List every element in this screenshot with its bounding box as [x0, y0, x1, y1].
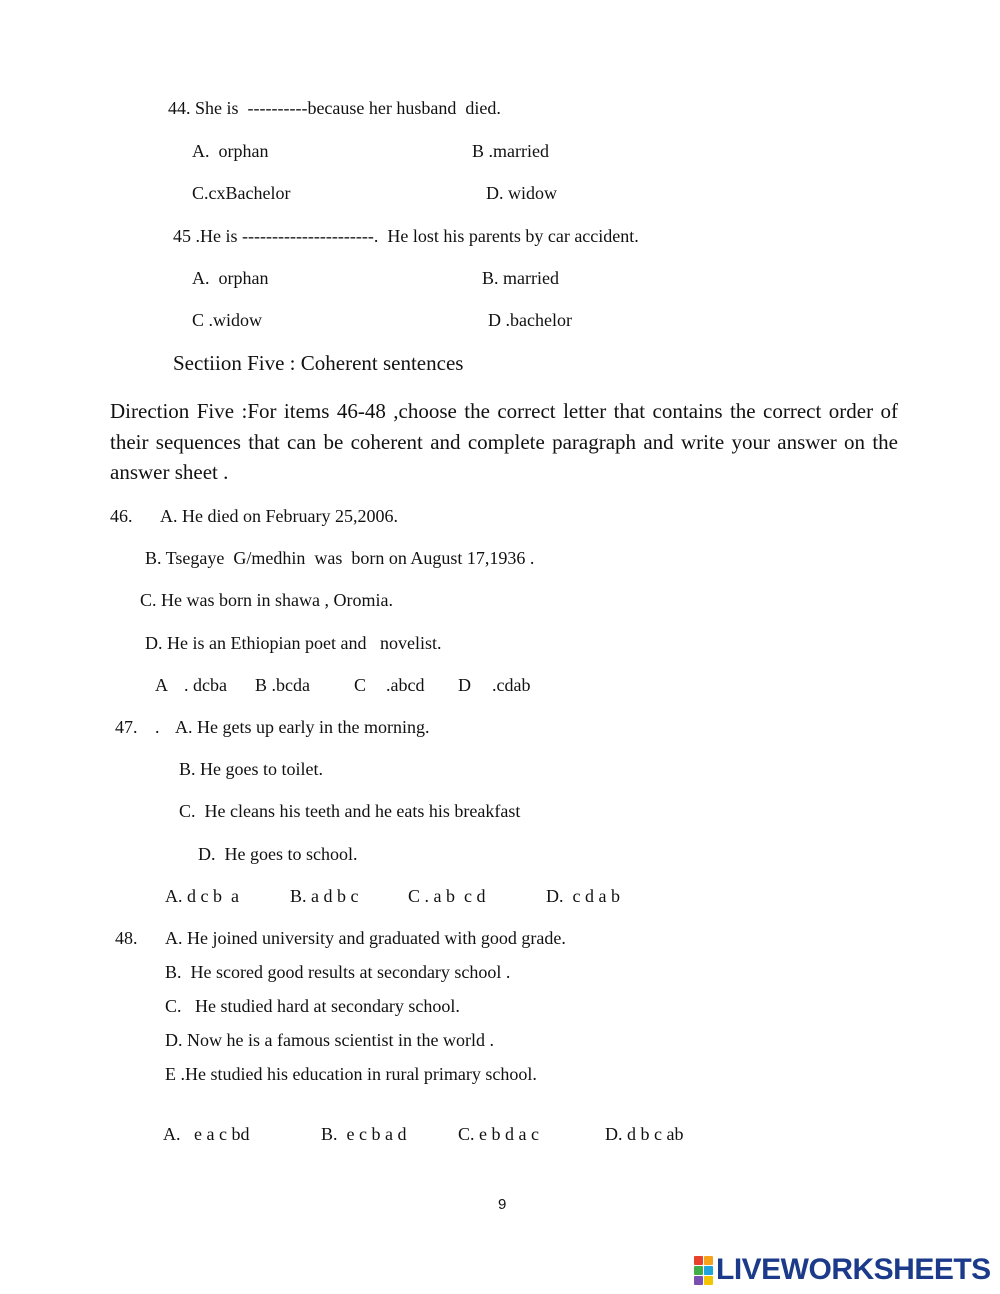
question-46-item-b: B. Tsegaye G/medhin was born on August 17,1936 . [145, 548, 535, 568]
question-48-item-c: C. He studied hard at secondary school. [165, 996, 460, 1016]
question-46-answer-d-value: .cdab [492, 675, 531, 695]
question-46-answer-a-letter: A [155, 675, 168, 695]
question-47-answer-c: C . a b c d [408, 886, 486, 906]
question-47-answer-b: B. a d b c [290, 886, 359, 906]
logo-square [694, 1256, 703, 1265]
question-46-item-c: C. He was born in shawa , Oromia. [140, 590, 393, 610]
question-47-answer-a: A. d c b a [165, 886, 239, 906]
logo-mark-icon [694, 1256, 713, 1285]
question-47-item-d: D. He goes to school. [198, 844, 358, 864]
question-47-number: 47. [115, 717, 138, 737]
question-48-answer-b: B. e c b a d [321, 1124, 407, 1144]
question-45-option-c: C .widow [192, 310, 263, 330]
question-48-answer-a: A. e a c bd [163, 1124, 250, 1144]
question-48-item-d: D. Now he is a famous scientist in the world . [165, 1030, 494, 1050]
question-48-number: 48. [115, 928, 138, 948]
question-46-answer-c-letter: C [354, 675, 367, 695]
question-45-option-b: B. married [482, 268, 559, 288]
question-44-option-c: C.cxBachelor [192, 183, 291, 203]
page-number: 9 [498, 1196, 507, 1213]
question-48-item-e: E .He studied his education in rural primary school. [165, 1064, 537, 1084]
logo-square [704, 1266, 713, 1275]
question-44-option-d: D. widow [486, 183, 557, 203]
question-47-item-c: C. He cleans his teeth and he eats his breakfast [179, 801, 521, 821]
logo-square [694, 1276, 703, 1285]
question-48-item-b: B. He scored good results at secondary school . [165, 962, 511, 982]
question-46-number: 46. [110, 506, 133, 526]
question-47-answer-d: D. c d a b [546, 886, 620, 906]
logo-square [694, 1266, 703, 1275]
question-48-answer-d: D. d b c ab [605, 1124, 684, 1144]
question-46-answer-d-letter: D [458, 675, 471, 695]
section-heading: Sectiion Five : Coherent sentences [173, 351, 464, 375]
logo-square [704, 1256, 713, 1265]
question-47-dot: . [155, 717, 160, 737]
question-46-answer-b: B .bcda [255, 675, 310, 695]
liveworksheets-logo[interactable] [694, 1253, 991, 1286]
question-46-item-d: D. He is an Ethiopian poet and novelist. [145, 633, 442, 653]
direction-paragraph: Direction Five :For items 46-48 ,choose the correct letter that contains the correct order of their sequences that can be coherent and complete paragraph and write your answer on the answer sheet . [110, 399, 898, 484]
question-45-option-d: D .bachelor [488, 310, 572, 330]
question-48-item-a: A. He joined university and graduated with good grade. [165, 928, 566, 948]
question-45-stem: 45 .He is ----------------------. He lost his parents by car accident. [173, 226, 639, 246]
question-46-item-a: A. He died on February 25,2006. [160, 506, 398, 526]
question-46-answer-a-value: . dcba [184, 675, 227, 695]
question-48-answer-c: C. e b d a c [458, 1124, 539, 1144]
question-44-option-a: A. orphan [192, 141, 269, 161]
question-44-option-b: B .married [472, 141, 549, 161]
logo-square [704, 1276, 713, 1285]
question-47-item-b: B. He goes to toilet. [179, 759, 323, 779]
logo-text: LIVEWORKSHEETS [716, 1253, 991, 1286]
question-45-option-a: A. orphan [192, 268, 269, 288]
question-44-stem: 44. She is ----------because her husband died. [168, 98, 501, 118]
question-47-item-a: A. He gets up early in the morning. [175, 717, 430, 737]
question-46-answer-c-value: .abcd [386, 675, 425, 695]
